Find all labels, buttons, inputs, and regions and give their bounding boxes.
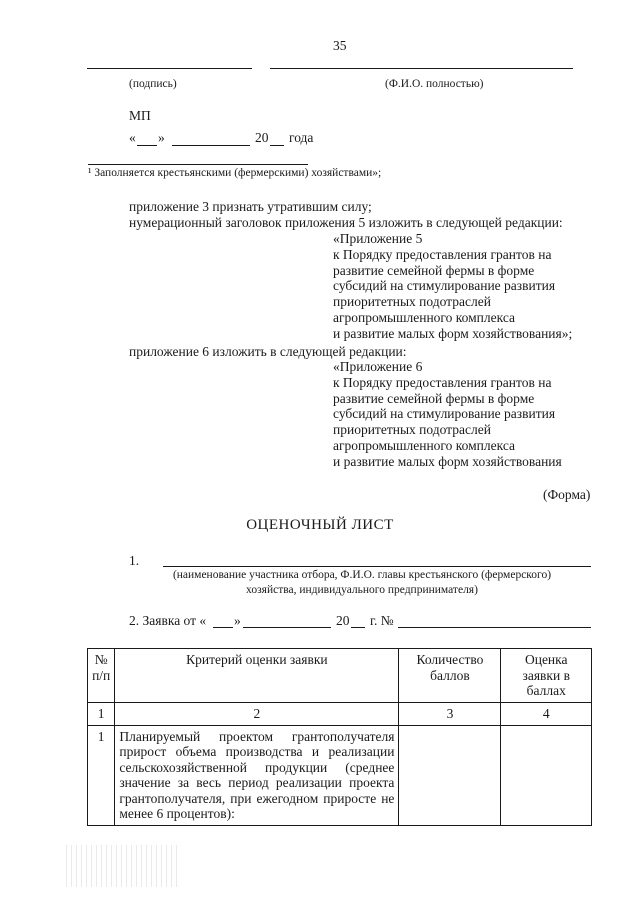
application-day-blank (213, 627, 233, 628)
row-quantity (399, 725, 501, 825)
page-number: 35 (333, 38, 347, 53)
appendix-5-heading (333, 231, 572, 342)
participant-name-blank (163, 566, 591, 567)
body-line-2: нумерационный заголовок приложения 5 изложить в следующей редакции: (129, 215, 563, 230)
header-quantity (399, 649, 501, 703)
date-year-suffix: года (289, 130, 314, 145)
appendix-5-line: субсидий на стимулирование развития (333, 278, 556, 294)
header-score (501, 649, 592, 703)
table-index-row (88, 703, 592, 726)
application-year-prefix: 20 (336, 613, 350, 628)
fio-label: (Ф.И.О. полностью) (385, 78, 484, 90)
appendix-6-line: и развитие малых форм хозяйствования (333, 453, 562, 469)
header-number-line: п/п (92, 667, 111, 683)
appendix-5-line: и развитие малых форм хозяйствования»; (333, 325, 573, 341)
application-year-blank (351, 627, 365, 628)
index-cell: 1 (88, 703, 115, 726)
header-number (88, 649, 115, 703)
header-quantity-line: Количество (416, 652, 484, 667)
footnote: ¹ Заполняется крестьянскими (фермерскими) хозяйствами»; (88, 167, 382, 179)
header-score-line: баллах (526, 683, 566, 698)
appendix-5-line: развитие семейной фермы в форме (333, 262, 535, 278)
item-1-caption-line: (наименование участника отбора, Ф.И.О. главы крестьянского (фермерского) (172, 569, 552, 581)
table-header-row (88, 649, 592, 703)
body-line-1: приложение 3 признать утратившим силу; (129, 199, 372, 214)
application-number-blank (398, 627, 591, 628)
date-open-quote: « (129, 130, 136, 145)
index-cell: 2 (115, 703, 399, 726)
fio-line (270, 68, 573, 69)
body-line-3: приложение 6 изложить в следующей редакции: (129, 344, 407, 359)
appendix-6-line: субсидий на стимулирование развития (333, 406, 556, 422)
table-row (88, 725, 592, 825)
appendix-6-line: к Порядку предоставления грантов на (333, 374, 552, 390)
appendix-6-line: «Приложение 6 (333, 359, 423, 374)
date-year-blank (270, 145, 284, 146)
application-number-label: г. № (370, 613, 394, 628)
item-1-caption-line: хозяйства, индивидуального предпринимателя) (246, 584, 478, 596)
item-1-number: 1. (129, 553, 140, 568)
stamp-label: МП (129, 108, 151, 123)
header-score-line: заявки в (522, 667, 570, 683)
footnote-separator (88, 164, 308, 165)
date-close-quote: » (158, 130, 165, 145)
signature-label: (подпись) (129, 78, 177, 90)
appendix-5-line: приоритетных подотраслей (333, 294, 491, 310)
appendix-6-line: приоритетных подотраслей (333, 422, 491, 438)
appendix-6-line: развитие семейной фермы в форме (333, 390, 535, 406)
application-label: 2. Заявка от « (129, 613, 207, 628)
scan-artifact (66, 845, 178, 887)
item-1-caption (120, 568, 604, 598)
application-close-quote: » (234, 613, 241, 628)
appendix-5-line: к Порядку предоставления грантов на (333, 246, 552, 262)
application-month-blank (243, 627, 331, 628)
appendix-6-line: агропромышленного комплекса (333, 437, 515, 453)
appendix-5-line: агропромышленного комплекса (333, 309, 515, 325)
appendix-6-heading (333, 359, 562, 470)
index-cell: 3 (399, 703, 501, 726)
signature-line (87, 68, 252, 69)
appendix-5-line: «Приложение 5 (333, 231, 423, 246)
header-quantity-line: баллов (430, 667, 470, 683)
row-criterion: Планируемый проектом грантополучателя прирост объема производства и реализации сельскохозяйственной продукции (среднее значение за весь период реализации проекта грантополучателя, при ежегодном приросте не менее 6 процентов): (115, 725, 399, 825)
index-cell: 4 (501, 703, 592, 726)
row-number: 1 (88, 725, 115, 825)
header-criterion: Критерий оценки заявки (115, 649, 399, 703)
row-score (501, 725, 592, 825)
date-month-blank (172, 145, 250, 146)
header-score-line: Оценка (524, 652, 568, 667)
evaluation-table (87, 648, 592, 826)
date-day-blank (137, 145, 157, 146)
date-year-prefix: 20 (255, 130, 269, 145)
header-number-line: № (94, 652, 108, 667)
form-label: (Форма) (543, 487, 591, 502)
document-title: ОЦЕНОЧНЫЙ ЛИСТ (246, 517, 394, 533)
